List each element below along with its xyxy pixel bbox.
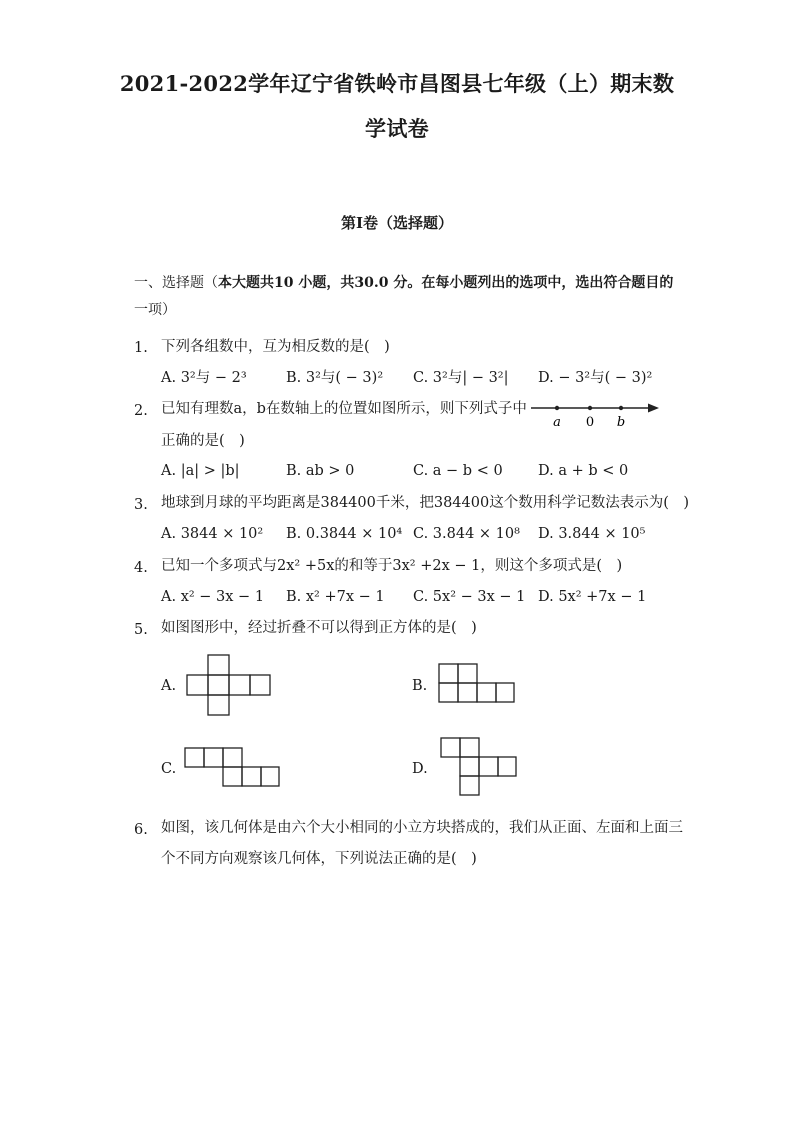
q1-option-d: D. − 3²与( − 3)² — [538, 370, 653, 386]
q4-option-b: B. x² +7x − 1 — [286, 589, 385, 605]
net-d — [441, 738, 516, 795]
q5-text: 如图图形中，经过折叠不可以得到正方体的是( ) — [161, 620, 477, 636]
q2-option-c: C. a − b < 0 — [413, 463, 503, 479]
q3-number: 3. — [134, 497, 148, 513]
section-prefix: 一、选择题（ — [134, 275, 218, 291]
q1-option-a: A. 3²与 − 2³ — [161, 370, 247, 386]
q2-text-line2: 正确的是( ) — [161, 433, 245, 449]
section-line2: 一项） — [134, 302, 176, 318]
q5-option-b-label: B. — [412, 678, 428, 694]
q4-option-c: C. 5x² − 3x − 1 — [413, 589, 526, 605]
q5-option-d-label: D. — [412, 761, 428, 777]
q4-option-d: D. 5x² +7x − 1 — [538, 589, 647, 605]
q4-text: 已知一个多项式与2x² +5x的和等于3x² +2x − 1，则这个多项式是( ) — [161, 558, 623, 574]
q1-option-b: B. 3²与( − 3)² — [286, 370, 384, 386]
paper-title-line2: 学试卷 — [365, 116, 429, 141]
net-b — [439, 664, 514, 702]
q6-text: 如图，该几何体是由六个大小相同的小立方块搭成的，我们从正面、左面和上面三 — [161, 820, 683, 836]
q1-number: 1. — [134, 340, 148, 356]
volume-heading: 第I卷（选择题） — [340, 214, 454, 232]
q5-option-a-label: A. — [161, 678, 177, 694]
q5-number: 5. — [134, 622, 148, 638]
net-a — [187, 655, 270, 715]
q5-option-c-label: C. — [161, 761, 177, 777]
q6-text-line2: 个不同方向观察该几何体，下列说法正确的是( ) — [161, 851, 477, 867]
net-c — [185, 748, 279, 786]
q1-text: 下列各组数中，互为相反数的是( ) — [161, 339, 390, 355]
q3-text: 地球到月球的平均距离是384400千米，把384400这个数用科学记数法表示为( ) — [161, 495, 690, 511]
label-b: b — [616, 415, 626, 430]
section-bold-text: 本大题共10 小题，共30.0 分。在每小题列出的选项中，选出符合题目的 — [218, 275, 674, 291]
q6-number: 6. — [134, 822, 148, 838]
paper-title-line1: 2021-2022学年辽宁省铁岭市昌图县七年级（上）期末数 — [119, 71, 675, 96]
q3-option-a: A. 3844 × 10² — [161, 526, 264, 542]
label-a: a — [553, 415, 561, 430]
q2-option-d: D. a + b < 0 — [538, 463, 629, 479]
q4-number: 4. — [134, 560, 148, 576]
q2-number: 2. — [134, 403, 148, 419]
q2-text: 已知有理数a，b在数轴上的位置如图所示，则下列式子中 — [161, 401, 527, 417]
q2-option-b: B. ab > 0 — [286, 463, 355, 479]
q4-option-a: A. x² − 3x − 1 — [161, 589, 265, 605]
q3-option-c: C. 3.844 × 10⁸ — [413, 526, 520, 542]
q2-option-a: A. |a| > |b| — [161, 463, 240, 479]
q3-option-d: D. 3.844 × 10⁵ — [538, 526, 646, 542]
label-zero: 0 — [585, 415, 595, 430]
q1-option-c: C. 3²与| − 3²| — [413, 370, 509, 386]
q3-option-b: B. 0.3844 × 10⁴ — [286, 526, 403, 542]
